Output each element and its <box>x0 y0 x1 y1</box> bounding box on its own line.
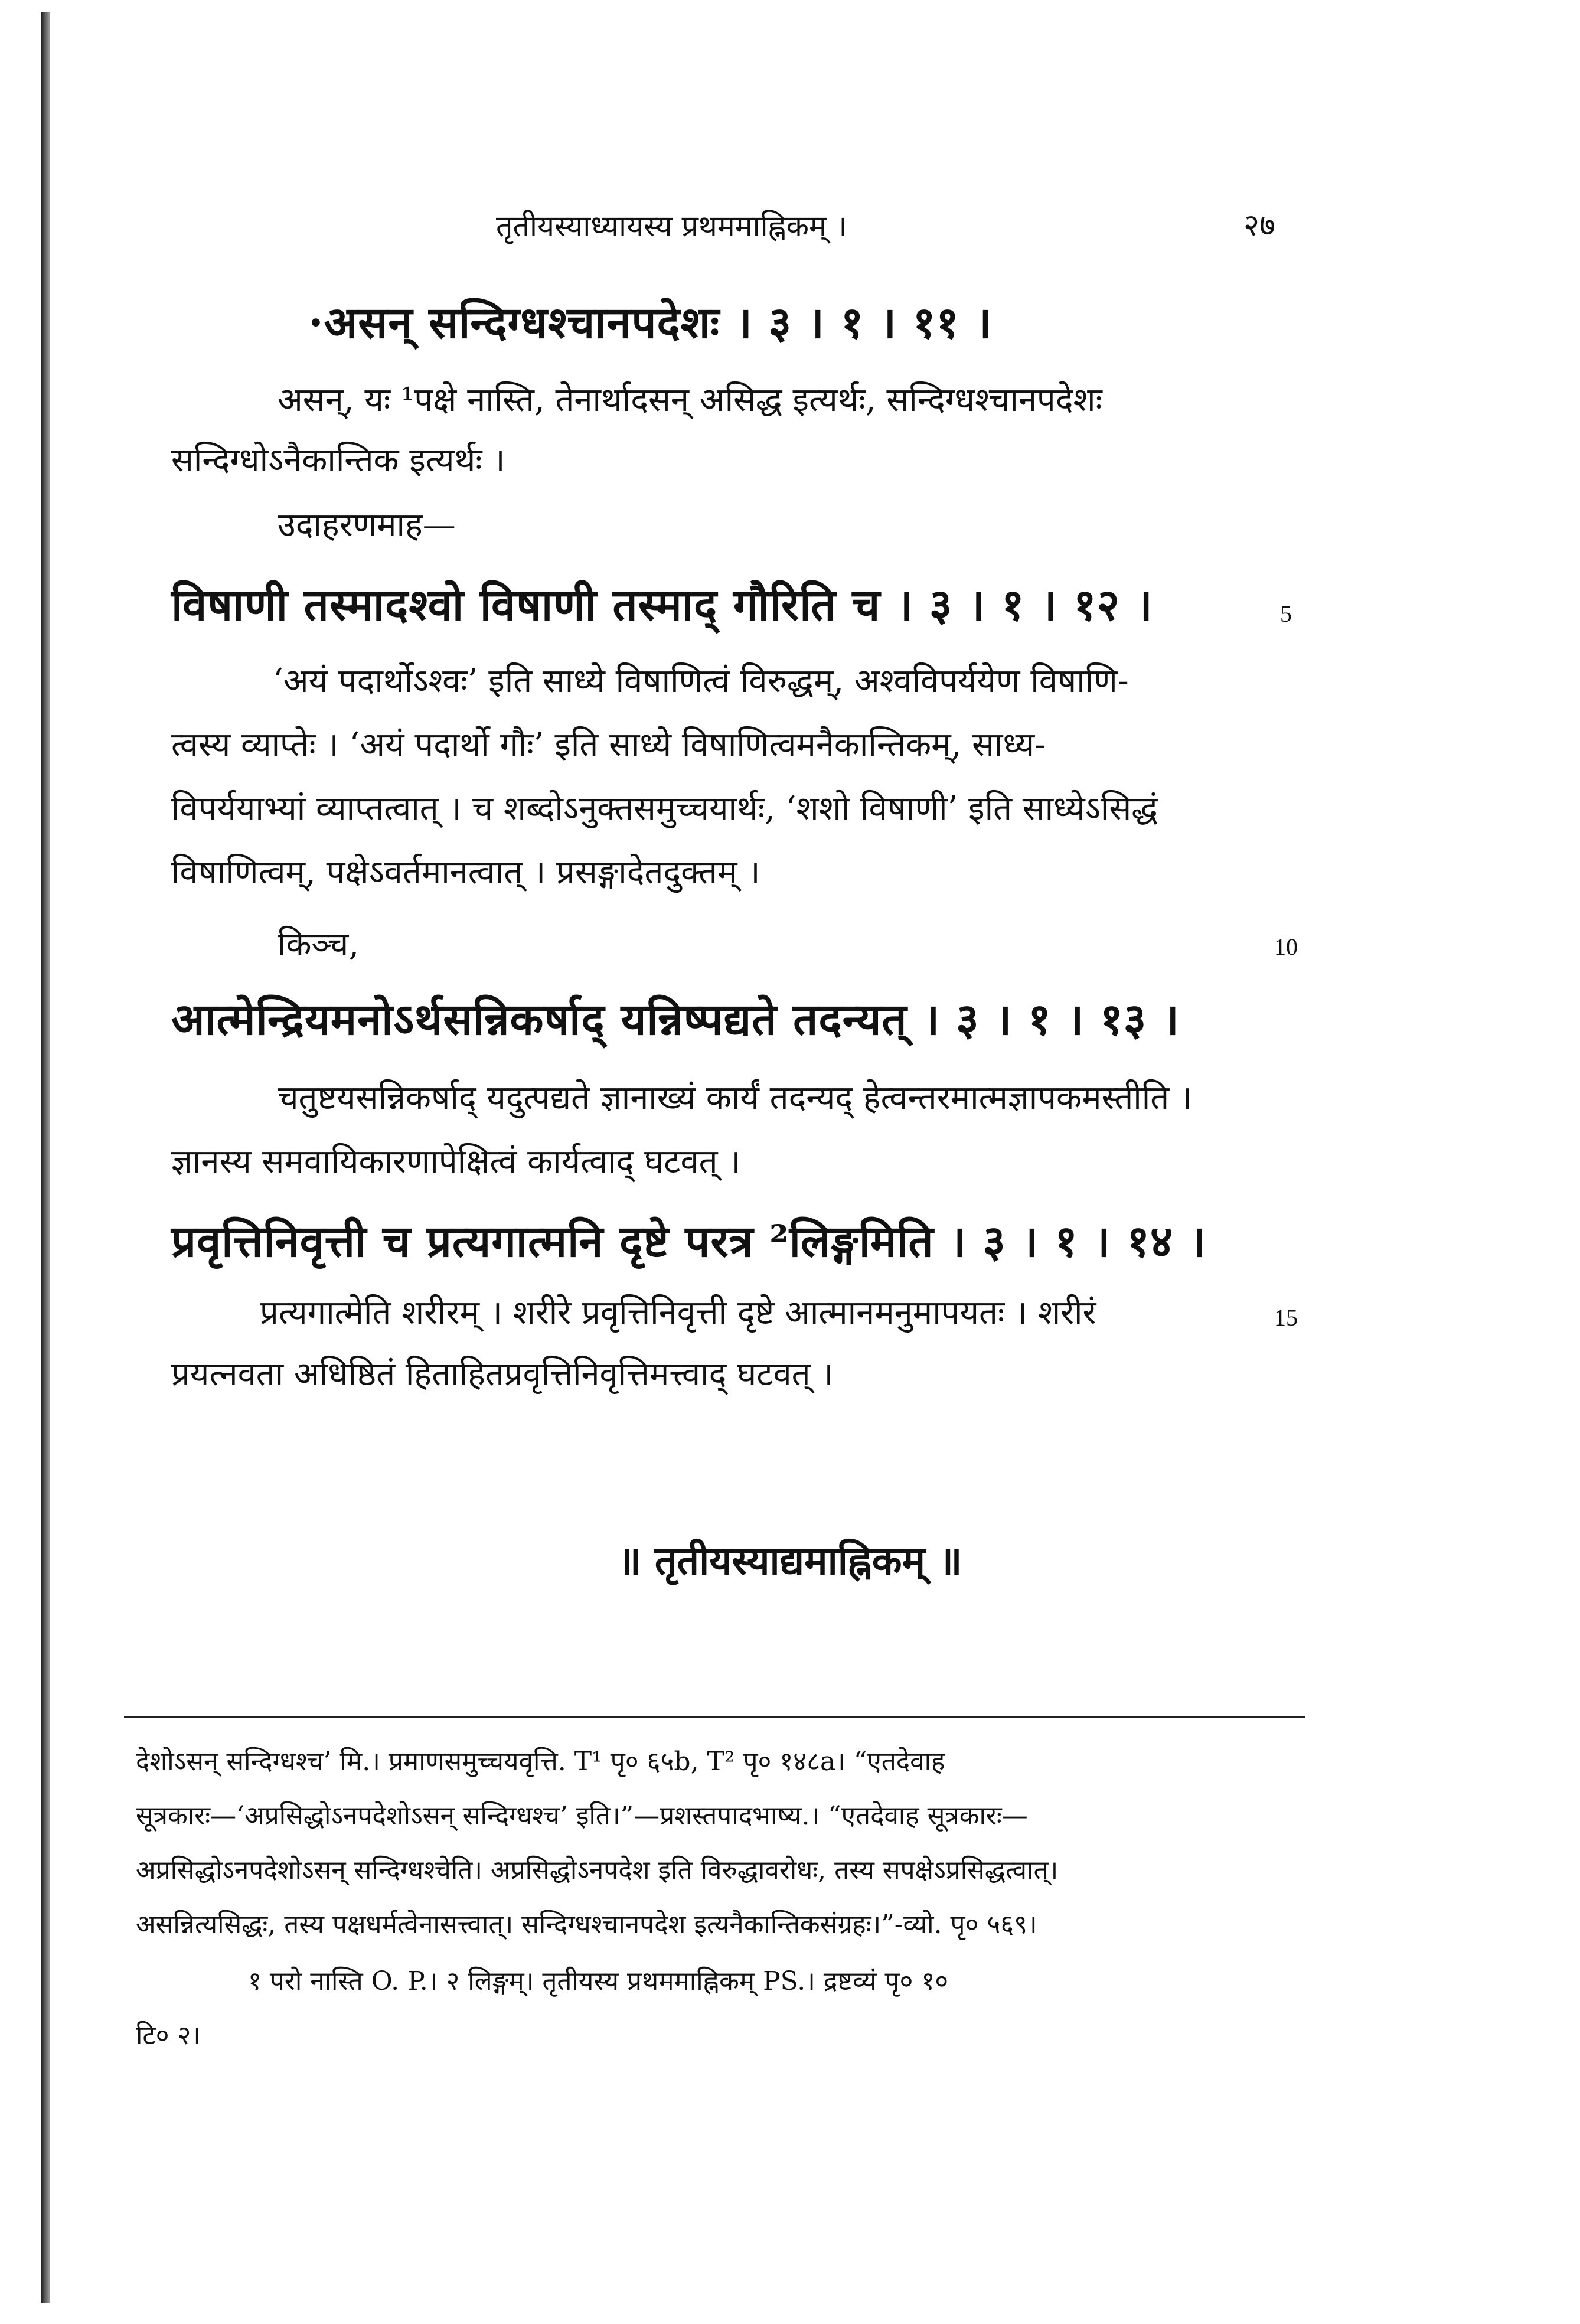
sutra-3-1-14: प्रवृत्तिनिवृत्ती च प्रत्यगात्मनि दृष्टे परत्र ²लिङ्गमिति । ३ । १ । १४ । <box>171 1216 1207 1267</box>
footnote-line: देशोऽसन् सन्दिग्धश्च’ मि.। प्रमाणसमुच्चयवृत्ति. T¹ पृ० ६५b, T² पृ० १४८a। “एतदेवाह <box>136 1747 945 1777</box>
sutra-3-1-11: ·असन् सन्दिग्धश्चानपदेशः । ३ । १ । ११ । <box>308 298 993 348</box>
footnote-line: सूत्रकारः—‘अप्रसिद्धोऽनपदेशोऽसन् सन्दिग्धश्च’ इति।”—प्रशस्तपादभाष्य.। “एतदेवाह सूत्रकारः— <box>136 1801 1028 1831</box>
commentary-line: प्रत्यगात्मेति शरीरम् । शरीरे प्रवृत्तिनिवृत्ती दृष्टे आत्मानमनुमापयतः । शरीरं <box>260 1294 1096 1332</box>
binding-edge <box>41 12 50 2303</box>
page-number: २७ <box>1243 208 1276 243</box>
commentary-line: विपर्ययाभ्यां व्याप्तत्वात् । च शब्दोऽनुक्तसमुच्चयार्थः, ‘शशो विषाणी’ इति साध्येऽसिद्धं <box>171 789 1158 828</box>
commentary-line: असन्, यः ¹पक्षे नास्ति, तेनार्थादसन् असिद्ध इत्यर्थः, सन्दिग्धश्चानपदेशः <box>278 381 1102 419</box>
footnote-line: १ परो नास्ति O. P.। २ लिङ्गम्। तृतीयस्य प्रथममाह्निकम् PS.। द्रष्टव्यं पृ० १० <box>248 1966 949 1996</box>
running-header: तृतीयस्याध्यायस्य प्रथममाह्निकम् । <box>496 209 847 243</box>
margin-line-number: 10 <box>1274 933 1298 960</box>
sutra-3-1-12: विषाणी तस्मादश्वो विषाणी तस्माद् गौरिति च । ३ । १ । १२ । <box>171 580 1153 631</box>
commentary-line: चतुष्टयसन्निकर्षाद् यदुत्पद्यते ज्ञानाख्यं कार्यं तदन्यद् हेत्वन्तरमात्मज्ञापकमस्तीति । <box>278 1079 1193 1117</box>
commentary-line: विषाणित्वम्, पक्षेऽवर्तमानत्वात् । प्रसङ्गादेतदुक्तम् । <box>171 853 760 892</box>
commentary-line: सन्दिग्धोऽनैकान्तिक इत्यर्थः । <box>171 441 505 479</box>
commentary-line: उदाहरणमाह— <box>278 506 456 544</box>
footnote-line: टि० २। <box>136 2021 201 2051</box>
commentary-line: ज्ञानस्य समवायिकारणापेक्षित्वं कार्यत्वाद् घटवत् । <box>171 1143 741 1181</box>
footnote-line: अप्रसिद्धोऽनपदेशोऽसन् सन्दिग्धश्चेति। अप्रसिद्धोऽनपदेश इति विरुद्धावरोधः, तस्य सपक्षेऽप्रसिद्धत्वात्। <box>136 1855 1059 1885</box>
commentary-line: ‘अयं पदार्थोऽश्वः’ इति साध्ये विषाणित्वं विरुद्धम्, अश्वविपर्ययेण विषाणि- <box>273 662 1129 700</box>
commentary-line: प्रयत्नवता अधिष्ठितं हिताहितप्रवृत्तिनिवृत्तिमत्त्वाद् घटवत् । <box>171 1355 834 1393</box>
footnote-line: असन्नित्यसिद्धः, तस्य पक्षधर्मत्वेनासत्त्वात्। सन्दिग्धश्चानपदेश इत्यनैकान्तिकसंग्रहः।”-व्यो. पृ० ५६९। <box>136 1910 1037 1940</box>
margin-line-number: 15 <box>1274 1304 1298 1331</box>
commentary-line: किञ्च, <box>278 925 360 964</box>
margin-line-number: 5 <box>1280 600 1292 627</box>
section-colophon: ॥ तृतीयस्याद्यमाह्निकम् ॥ <box>618 1538 962 1584</box>
sutra-3-1-13: आत्मेन्द्रियमनोऽर्थसन्निकर्षाद् यन्निष्पद्यते तदन्यत् । ३ । १ । १३ । <box>171 994 1180 1045</box>
footnote-divider <box>124 1716 1305 1718</box>
commentary-line: त्वस्य व्याप्तेः । ‘अयं पदार्थो गौः’ इति साध्ये विषाणित्वमनैकान्तिकम्, साध्य- <box>171 726 1046 764</box>
